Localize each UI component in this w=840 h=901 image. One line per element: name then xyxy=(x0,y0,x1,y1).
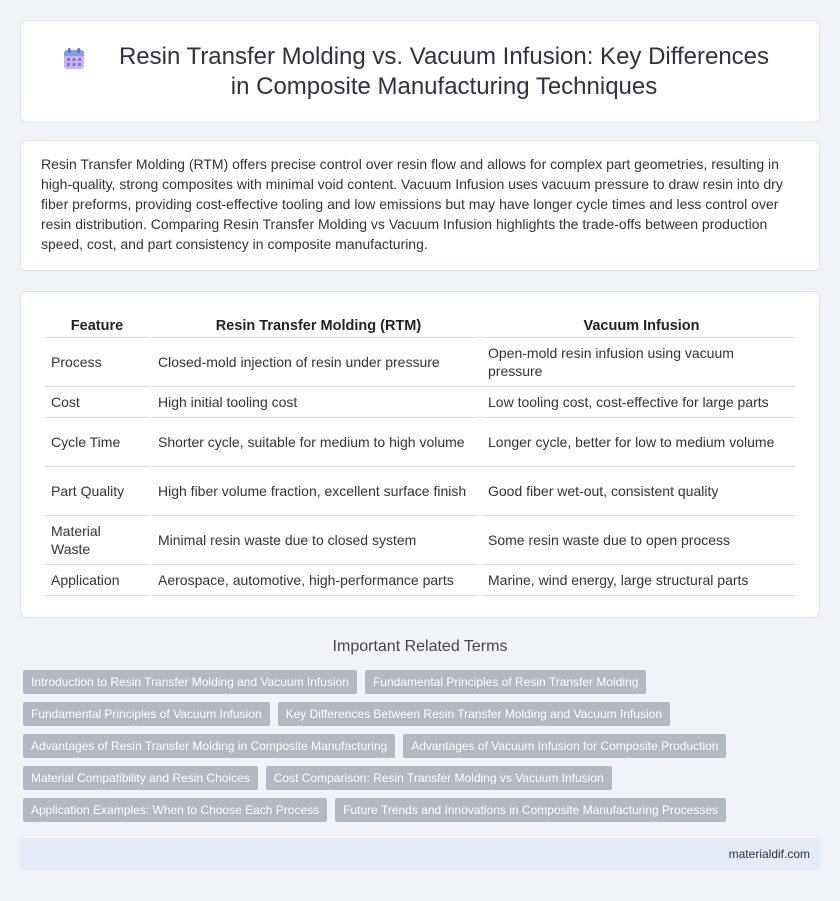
related-terms-tags xyxy=(23,670,823,830)
cell-vacuum-infusion: Longer cycle, better for low to medium volume xyxy=(481,418,795,467)
comparison-table xyxy=(43,312,797,596)
title-wrap xyxy=(61,42,779,102)
related-term-tag[interactable]: Material Compatibility and Resin Choices xyxy=(23,766,258,790)
related-term-tag[interactable]: Fundamental Principles of Resin Transfer Molding xyxy=(365,670,646,694)
intro-paragraph: Resin Transfer Molding (RTM) offers precise control over resin flow and allows for complex part geometries, resulting in high-quality, strong composites with minimal void content. Vacuum Infusion uses vacuum pressure to draw resin into dry fiber preforms, providing cost-effective tooling and low emissions but may have longer cycle times and less control over resin distribution. Comparing Resin Transfer Molding vs Vacuum Infusion highlights the trade-offs between production speed, cost, and part consistency in composite manufacturing. xyxy=(41,156,783,252)
cell-vacuum-infusion: Low tooling cost, cost-effective for large parts xyxy=(481,387,795,418)
cell-feature: Process xyxy=(45,338,149,387)
cell-rtm: Aerospace, automotive, high-performance parts xyxy=(151,565,479,596)
related-term-tag[interactable]: Introduction to Resin Transfer Molding and Vacuum Infusion xyxy=(23,670,357,694)
related-term-tag[interactable]: Application Examples: When to Choose Each Process xyxy=(23,798,327,822)
calendar-icon xyxy=(61,46,87,72)
footer xyxy=(20,838,820,871)
related-term-tag[interactable]: Future Trends and Innovations in Composite Manufacturing Processes xyxy=(335,798,726,822)
related-term-tag[interactable]: Fundamental Principles of Vacuum Infusion xyxy=(23,702,270,726)
cell-rtm: Closed-mold injection of resin under pressure xyxy=(151,338,479,387)
cell-vacuum-infusion: Some resin waste due to open process xyxy=(481,516,795,565)
header-vacuum-infusion: Vacuum Infusion xyxy=(481,312,795,338)
page-title: Resin Transfer Molding vs. Vacuum Infusion: Key Differences in Composite Manufacturing Techniques xyxy=(118,42,770,100)
tag-row xyxy=(23,734,823,758)
cell-feature: Part Quality xyxy=(45,467,149,516)
header-rtm: Resin Transfer Molding (RTM) xyxy=(151,312,479,338)
header-feature: Feature xyxy=(45,312,149,338)
title-card xyxy=(20,20,820,123)
table-row xyxy=(45,387,795,418)
tag-row xyxy=(23,766,823,790)
footer-site-link[interactable]: materialdif.com xyxy=(728,847,810,861)
cell-vacuum-infusion: Marine, wind energy, large structural parts xyxy=(481,565,795,596)
cell-feature: Cycle Time xyxy=(45,418,149,467)
related-term-tag[interactable]: Advantages of Resin Transfer Molding in Composite Manufacturing xyxy=(23,734,395,758)
comparison-table-card xyxy=(20,291,820,618)
cell-rtm: High fiber volume fraction, excellent surface finish xyxy=(151,467,479,516)
related-term-tag[interactable]: Cost Comparison: Resin Transfer Molding vs Vacuum Infusion xyxy=(266,766,612,790)
cell-feature: Material Waste xyxy=(45,516,149,565)
cell-vacuum-infusion: Open-mold resin infusion using vacuum pressure xyxy=(481,338,795,387)
cell-vacuum-infusion: Good fiber wet-out, consistent quality xyxy=(481,467,795,516)
table-row xyxy=(45,565,795,596)
related-term-tag[interactable]: Advantages of Vacuum Infusion for Composite Production xyxy=(403,734,726,758)
cell-rtm: Minimal resin waste due to closed system xyxy=(151,516,479,565)
tag-row xyxy=(23,702,823,726)
tag-row xyxy=(23,798,823,822)
cell-feature: Application xyxy=(45,565,149,596)
table-row xyxy=(45,338,795,387)
intro-card xyxy=(20,140,820,271)
table-row xyxy=(45,467,795,516)
related-term-tag[interactable]: Key Differences Between Resin Transfer Molding and Vacuum Infusion xyxy=(278,702,670,726)
cell-feature: Cost xyxy=(45,387,149,418)
cell-rtm: Shorter cycle, suitable for medium to high volume xyxy=(151,418,479,467)
table-header-row xyxy=(45,312,795,338)
tag-row xyxy=(23,670,823,694)
cell-rtm: High initial tooling cost xyxy=(151,387,479,418)
table-row xyxy=(45,418,795,467)
related-terms-title: Important Related Terms xyxy=(332,638,508,655)
table-row xyxy=(45,516,795,565)
